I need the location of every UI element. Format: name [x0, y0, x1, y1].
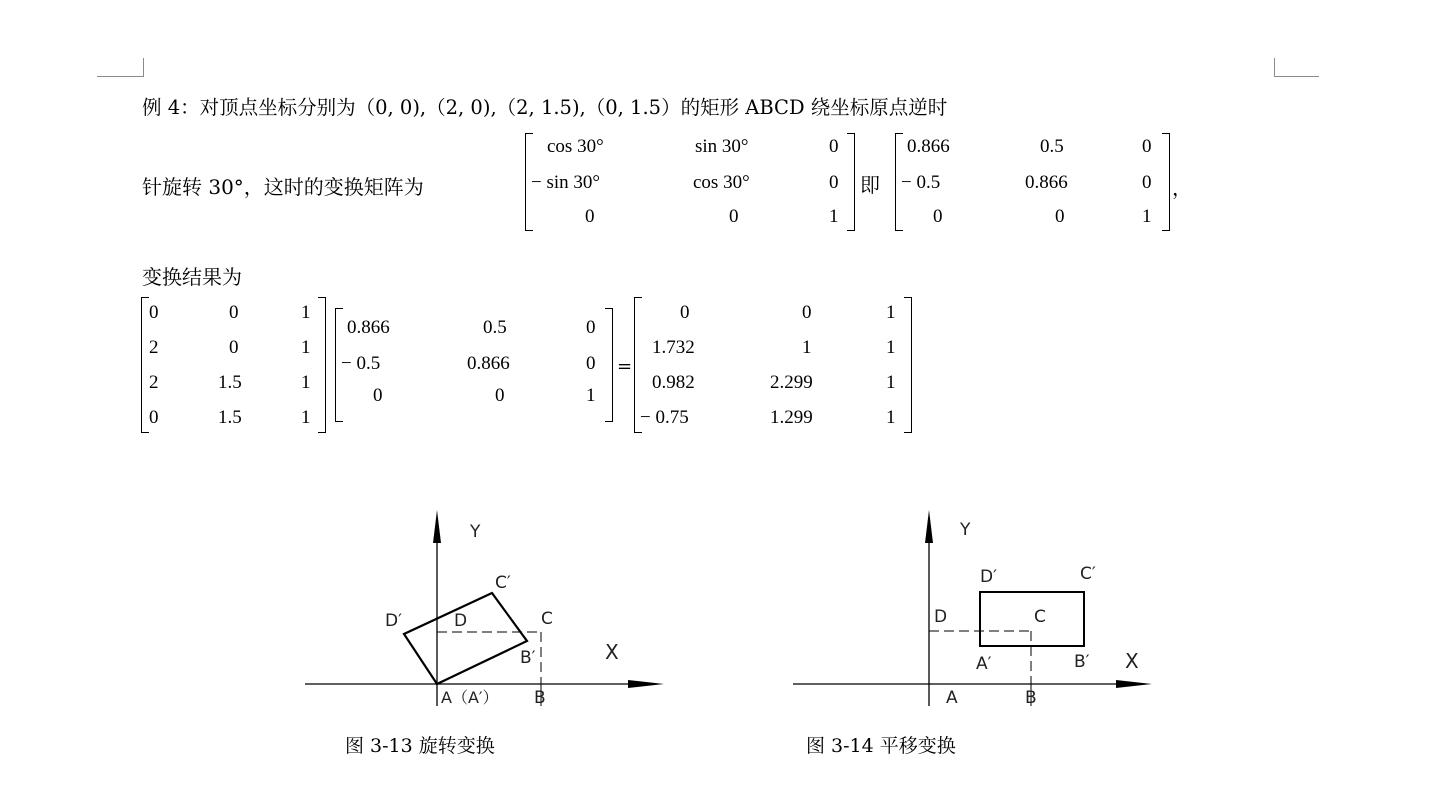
matrix-cell: 0: [933, 206, 943, 227]
translated-rectangle: [980, 592, 1084, 646]
matrix-cell: 1: [301, 337, 311, 358]
matrix-cell: 0: [729, 206, 739, 227]
x-axis-arrow: [628, 680, 664, 688]
fig1-caption: 图 3-13 旋转变换: [345, 735, 495, 757]
fig2-label-c-prime: C′: [1080, 564, 1096, 584]
fig2-label-c: C: [1034, 607, 1046, 627]
matrix-cell: 1.5: [218, 407, 242, 428]
matrix-cell: − 0.5: [901, 172, 941, 193]
fig1-label-c: C: [541, 609, 553, 629]
fig2-label-y: Y: [960, 520, 971, 540]
matrix-cell: 2: [149, 372, 159, 393]
matrix-cell: 1: [802, 337, 812, 358]
matrix-cell: 2.299: [770, 372, 813, 393]
matrix-cell: 1.299: [770, 407, 813, 428]
matrix-cell: 0.866: [347, 317, 390, 338]
matrix-cell: 0: [829, 172, 839, 193]
matrix-cell: 0: [802, 302, 812, 323]
trailing-comma: ，: [1172, 176, 1192, 200]
x-axis-arrow: [1116, 680, 1152, 688]
fig1-label-y: Y: [470, 522, 481, 542]
matrix-cell: 0: [680, 302, 690, 323]
matrix-cell: 1.732: [652, 337, 695, 358]
matrix-cell: 0.866: [1025, 172, 1068, 193]
matrix-cell: 0.982: [652, 372, 695, 393]
matrix-cell: 0: [585, 206, 595, 227]
fig2-label-b-prime: B′: [1074, 652, 1090, 672]
fig2-label-b: B: [1025, 688, 1037, 708]
matrix-cell: 1: [886, 337, 896, 358]
fig2-label-a-prime: A′: [976, 654, 992, 674]
fig1-label-x: X: [605, 640, 619, 664]
matrix-cell: 0: [586, 317, 596, 338]
fig1-label-a: A（A′）: [441, 688, 499, 707]
matrix-cell: 1: [886, 407, 896, 428]
paragraph-line-2-prefix: 针旋转 30°，这时的变换矩阵为: [142, 175, 424, 199]
matrix-cell: 1: [1142, 206, 1152, 227]
matrix-cell: sin 30°: [695, 136, 749, 157]
matrix-cell: 0: [1055, 206, 1065, 227]
fig2-label-x: X: [1125, 649, 1139, 673]
fig1-label-c-prime: C′: [495, 573, 511, 593]
figure-translation-graphics: [793, 510, 1152, 706]
matrix-cell: 1: [886, 302, 896, 323]
matrix-cell: 0: [229, 302, 239, 323]
matrix-cell: 1: [301, 302, 311, 323]
matrix-cell: − sin 30°: [531, 172, 600, 193]
fig1-label-b-prime: B′: [520, 648, 536, 668]
matrix-cell: cos 30°: [547, 136, 604, 157]
fig1-label-b: B: [534, 688, 546, 708]
matrix-cell: 0: [1142, 172, 1152, 193]
matrix-cell: 1.5: [218, 372, 242, 393]
matrix-cell: 0: [1142, 136, 1152, 157]
matrix-cell: 1: [829, 206, 839, 227]
y-axis-arrow: [925, 510, 933, 543]
fig2-label-a: A: [946, 688, 958, 708]
rotated-rectangle: [404, 593, 527, 684]
matrix-cell: 2: [149, 337, 159, 358]
paragraph-line-1: 例 4：对顶点坐标分别为（0, 0),（2, 0),（2, 1.5),（0, 1.5）的矩形 ABCD 绕坐标原点逆时: [142, 96, 948, 119]
matrix-cell: 0.866: [907, 136, 950, 157]
y-axis-arrow: [433, 510, 441, 543]
matrix-cell: − 0.5: [341, 353, 381, 374]
fig1-label-d-prime: D′: [385, 611, 402, 631]
matrix-cell: 1: [301, 372, 311, 393]
matrix-cell: 0.866: [467, 353, 510, 374]
matrix-cell: 0: [229, 337, 239, 358]
matrix-cell: 0: [495, 385, 505, 406]
fig2-caption: 图 3-14 平移变换: [806, 735, 956, 757]
matrix-cell: 0: [373, 385, 383, 406]
figure-rotation-graphics: [305, 510, 664, 706]
result-label: 变换结果为: [142, 265, 242, 289]
fig2-label-d-prime: D′: [980, 567, 997, 587]
matrix-cell: 0: [149, 407, 159, 428]
matrix-cell: 1: [586, 385, 596, 406]
matrix-cell: 1: [301, 407, 311, 428]
equals-sign: =: [617, 356, 633, 377]
fig2-label-d: D: [934, 607, 948, 627]
matrix-cell: 0: [829, 136, 839, 157]
connector-ji: 即: [860, 173, 880, 197]
matrix-cell: 0.5: [1040, 136, 1064, 157]
matrix-cell: cos 30°: [693, 172, 750, 193]
matrix-cell: 0: [149, 302, 159, 323]
matrix-cell: 1: [886, 372, 896, 393]
matrix-cell: 0.5: [483, 317, 507, 338]
fig1-label-d: D: [454, 611, 468, 631]
matrix-cell: 0: [586, 353, 596, 374]
matrix-cell: − 0.75: [640, 407, 689, 428]
